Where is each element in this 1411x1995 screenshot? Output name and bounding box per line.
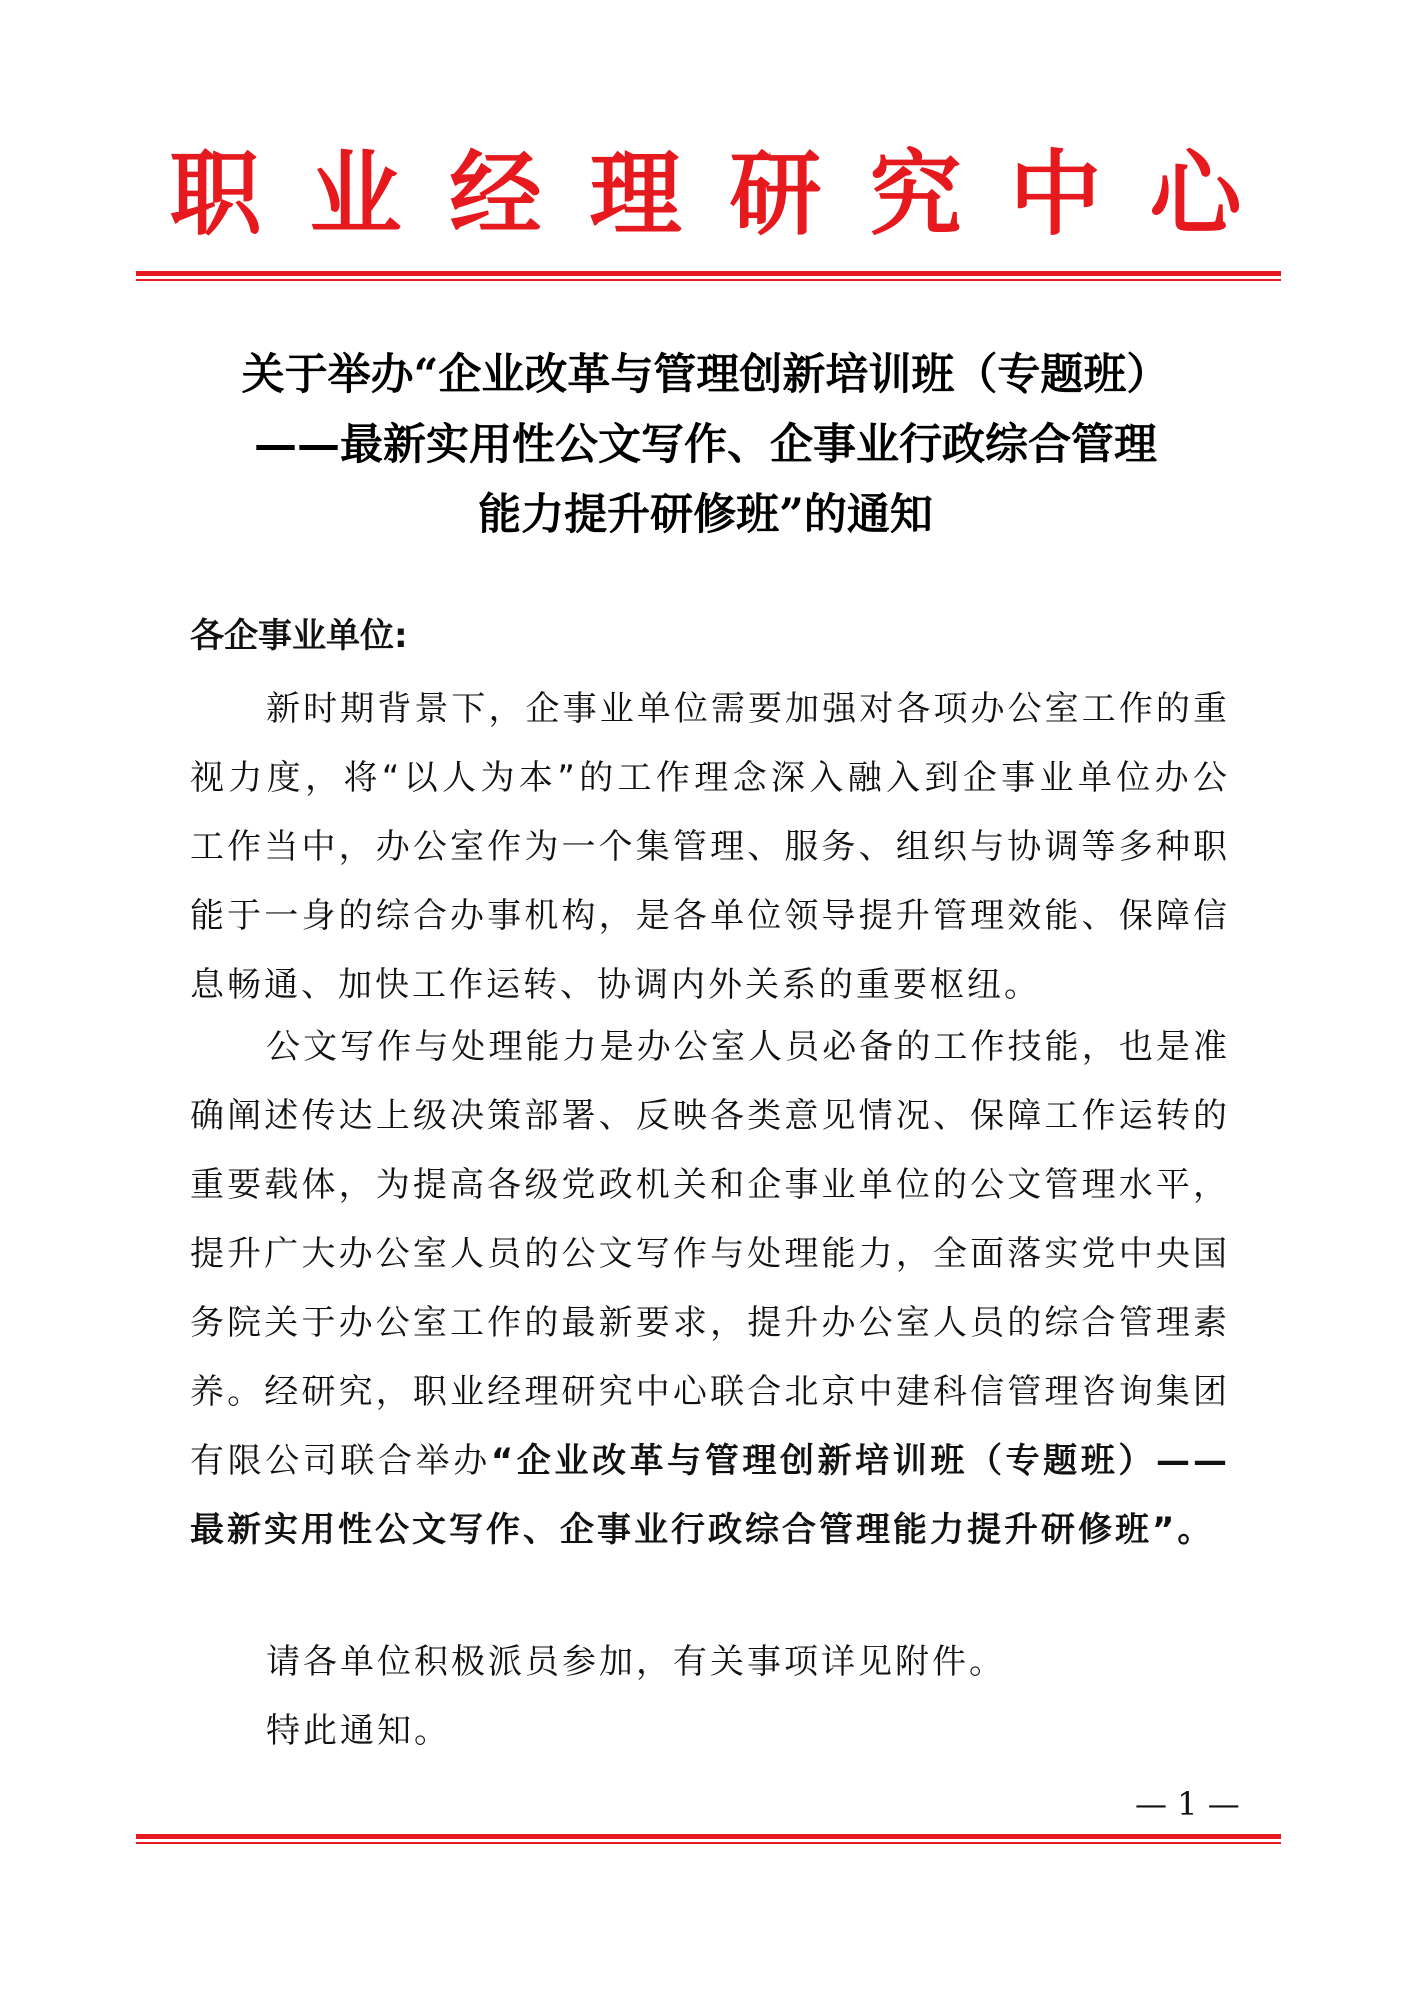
footer-red-rule	[136, 1834, 1281, 1844]
paragraph-3-text: 请各单位积极派员参加，有关事项详见附件。	[266, 1642, 1006, 1682]
paragraph-invitation	[190, 1628, 1230, 1697]
title-line-1: 关于举办“企业改革与管理创新培训班（专题班）	[241, 350, 1170, 400]
title-line-3: 能力提升研修班”的通知	[478, 490, 933, 540]
paragraph-2-text	[190, 1013, 1230, 1565]
salutation: 各企事业单位:	[190, 616, 408, 656]
page-number: — 1 —	[1135, 1785, 1240, 1823]
paragraph-closing	[190, 1697, 1230, 1766]
paragraph-background	[190, 675, 1230, 1020]
header-red-rule	[136, 271, 1281, 281]
paragraph-announcement	[190, 1013, 1230, 1565]
title-line-2: ——最新实用性公文写作、企事业行政综合管理	[254, 420, 1157, 470]
organization-header: 职业经理研究中心	[169, 141, 1290, 248]
paragraph-2-plain: 公文写作与处理能力是办公室人员必备的工作技能，也是准确阐述传达上级决策部署、反映各类意见情况、保障工作运转的重要载体，为提高各级党政机关和企事业单位的公文管理水平，提升广大办公室人员的公文写作与处理能力，全面落实党中央国务院关于办公室工作的最新要求，提升办公室人员的综合管理素养。经研究，职业经理研究中心联合北京中建科信管理咨询集团有限公司联合举办	[190, 1027, 1230, 1481]
paragraph-1-text: 新时期背景下，企事业单位需要加强对各项办公室工作的重视力度，将“以人为本”的工作理念深入融入到企事业单位办公工作当中，办公室作为一个集管理、服务、组织与协调等多种职能于一身的综合办事机构，是各单位领导提升管理效能、保障信息畅通、加快工作运转、协调内外关系的重要枢纽。	[190, 689, 1230, 1005]
document-title	[150, 340, 1261, 550]
paragraph-2-course-name: “企业改革与管理创新培训班（专题班）——最新实用性公文写作、企事业行政综合管理能力提升研修班”。	[190, 1441, 1230, 1550]
paragraph-4-text: 特此通知。	[266, 1711, 451, 1751]
